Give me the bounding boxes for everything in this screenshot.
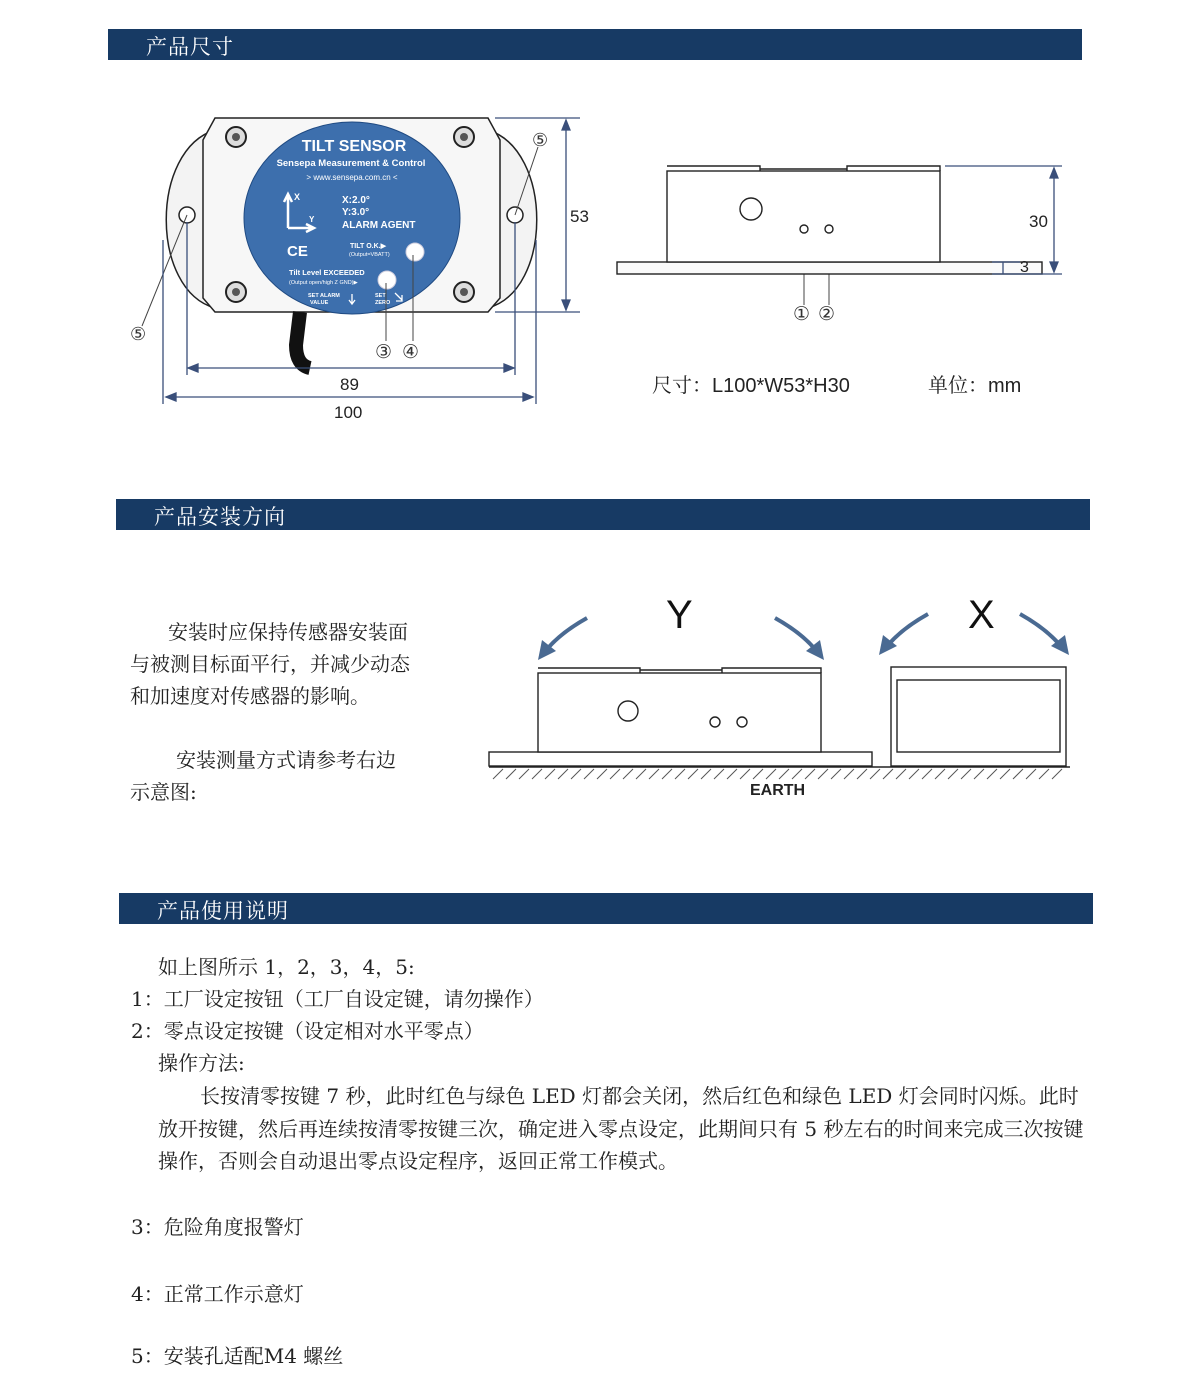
install-text-2: 安装测量方式请参考右边示意图: (130, 748, 396, 804)
usage-item-2: 2：零点设定按键（设定相对水平零点） (131, 1019, 484, 1043)
section-title-install: 产品安装方向 (154, 505, 286, 529)
tilt-ok-label: TILT O.K.▶ (350, 243, 386, 250)
y-spec: Y:3.0° (342, 207, 370, 218)
set-alarm-label: SET ALARM (308, 293, 340, 299)
ce-mark: CE (287, 243, 308, 260)
axis-y-label: Y (309, 215, 315, 224)
callout-5-right: ⑤ (532, 130, 549, 151)
x-spec: X:2.0° (342, 195, 370, 206)
usage-detail: 长按清零按键 7 秒，此时红色与绿色 LED 灯都会关闭，然后红色和绿色 LED 灯会同时闪烁。此时放开按键，然后再连续按清零按键三次，确定进入零点设定，此期间只有 5 秒左右的时间来完成三次按键操作，否则会自动退出零点设定程序，返回正常工作模式。 (158, 1084, 1084, 1173)
size-label: 尺寸：L100*W53*H30 (652, 375, 850, 397)
tilt-exceeded-label: Tilt Level EXCEEDED (289, 268, 365, 277)
dim-base-3: 3 (1020, 259, 1029, 276)
dim-height-53: 53 (570, 207, 589, 226)
set-alarm-label-2: VALUE (310, 300, 329, 306)
section-bar-usage (119, 893, 1093, 924)
section-title-usage: 产品使用说明 (157, 899, 289, 923)
usage-intro: 如上图所示 1，2，3，4，5: (158, 955, 415, 979)
unit-label: 单位：mm (928, 375, 1022, 397)
sensor-url: > www.sensepa.com.cn < (306, 173, 398, 182)
set-zero-label: SET (375, 293, 386, 299)
usage-method: 操作方法: (158, 1051, 245, 1075)
sensor-title: TILT SENSOR (301, 138, 407, 155)
dim-width-100: 100 (334, 403, 363, 422)
callout-2: ② (818, 303, 836, 325)
sensor-brand: Sensepa Measurement & Control (276, 158, 426, 169)
axis-label-y: Y (666, 593, 693, 637)
axis-label-x: X (968, 593, 995, 637)
alarm-agent: ALARM AGENT (342, 220, 416, 231)
ground-hatch (493, 769, 1062, 779)
tilt-ok-sub: (Output=VBATT) (349, 252, 390, 258)
earth-label: EARTH (750, 782, 806, 799)
tilt-exceeded-sub: (Output open/high Z GND)▶ (289, 280, 358, 286)
callout-1: ① (793, 303, 811, 325)
usage-item-1: 1：工厂设定按钮（工厂自设定键，请勿操作） (131, 987, 544, 1011)
callout-5-left: ⑤ (130, 324, 147, 345)
usage-item-5: 5：安装孔适配M4 螺丝 (131, 1344, 344, 1368)
callout-3: ③ (375, 341, 393, 363)
section-title-dimensions: 产品尺寸 (146, 35, 234, 59)
callout-4: ④ (402, 341, 420, 363)
dim-width-89: 89 (340, 375, 359, 394)
install-text-1: 安装时应保持传感器安装面与被测目标面平行，并减少动态和加速度对传感器的影响。 (130, 620, 410, 708)
axis-x-label: X (294, 192, 301, 202)
set-zero-label-2: ZERO (375, 300, 391, 306)
dim-side-30: 30 (1029, 212, 1048, 231)
usage-item-4: 4：正常工作示意灯 (131, 1282, 304, 1306)
usage-item-3: 3：危险角度报警灯 (131, 1215, 304, 1239)
